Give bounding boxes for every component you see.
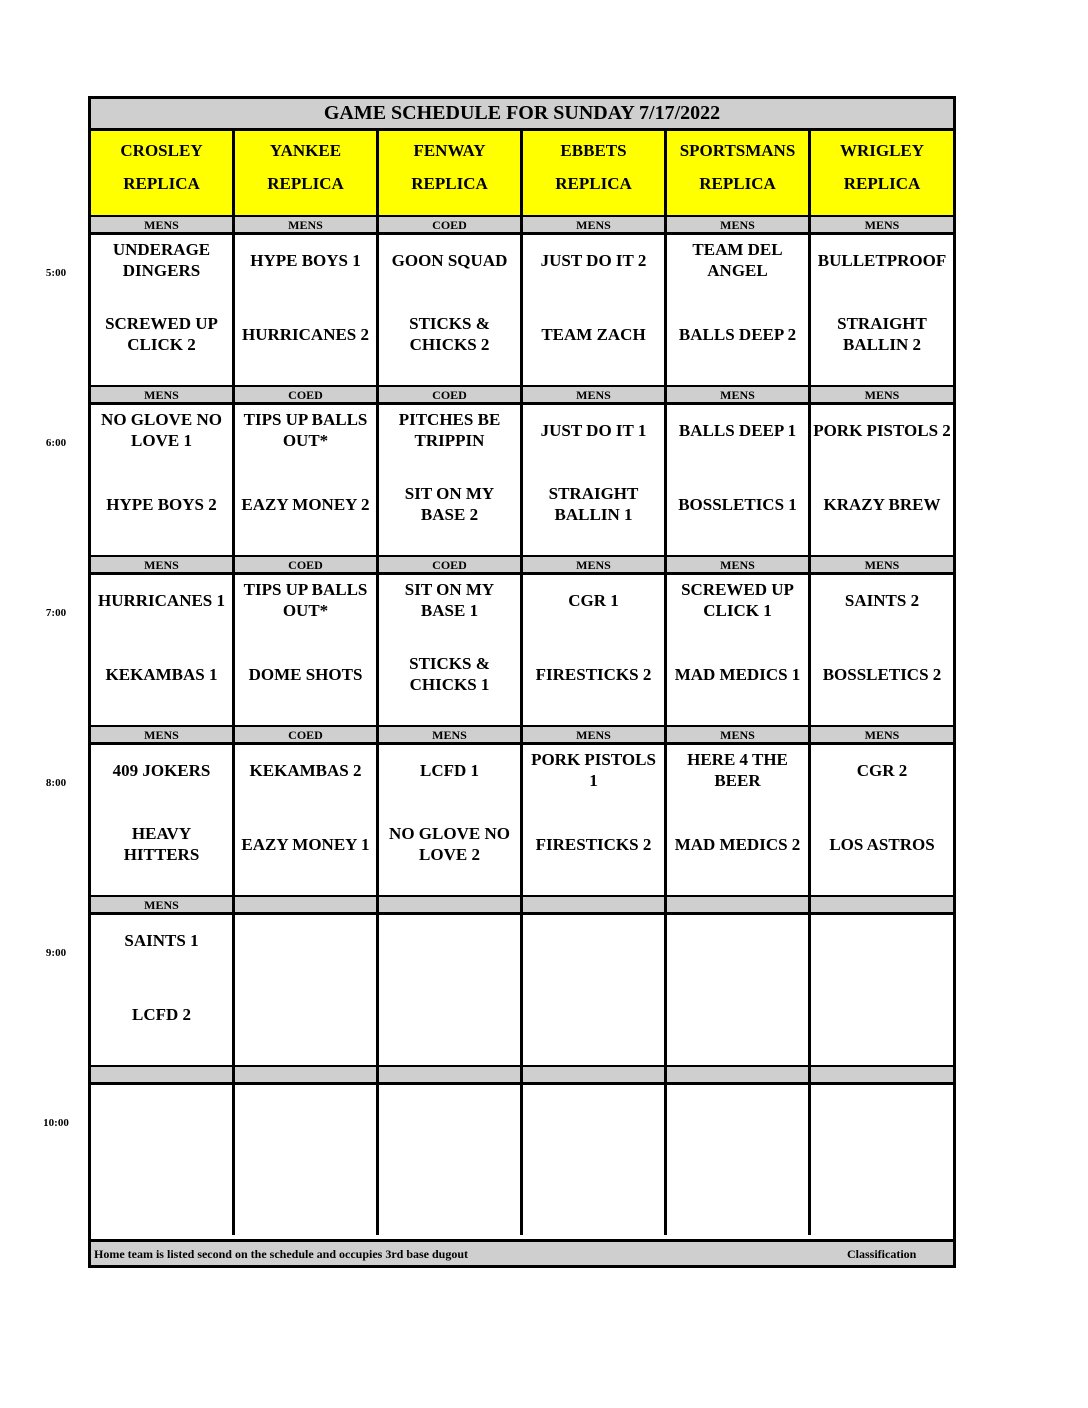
home-team (235, 989, 376, 1039)
away-team (523, 915, 664, 965)
game-cell (667, 405, 811, 555)
home-team: DOME SHOTS (248, 664, 363, 684)
game-cell (91, 575, 235, 725)
classification-cell (379, 895, 523, 915)
classification-cell: MENS (667, 385, 811, 405)
home-team: EAZY MONEY 2 (241, 494, 370, 514)
away-team: 409 JOKERS (112, 760, 211, 780)
game-cell (91, 1085, 235, 1235)
classification-cell: MENS (667, 215, 811, 235)
home-team (91, 1159, 232, 1209)
classification-cell: MENS (667, 555, 811, 575)
classification-cell (91, 1065, 235, 1085)
classification-cell: MENS (91, 555, 235, 575)
home-team: STICKS & CHICKS 1 (409, 654, 490, 694)
game-cell (235, 745, 379, 895)
classification-cell: MENS (91, 385, 235, 405)
field-header-crosley (91, 131, 235, 215)
away-team: PORK PISTOLS 1 (531, 750, 656, 790)
game-cell (235, 1085, 379, 1235)
classification-cell: MENS (811, 725, 953, 745)
away-team: BALLS DEEP 1 (678, 420, 797, 440)
home-team: BOSSLETICS 2 (822, 664, 942, 684)
time-slot-label: 8:00 (45, 777, 67, 789)
home-team (523, 1159, 664, 1209)
away-team: SAINTS 1 (124, 930, 199, 950)
home-team (811, 989, 953, 1039)
home-team: LOS ASTROS (829, 834, 935, 854)
game-cell (811, 1085, 953, 1235)
field-header-yankee (235, 131, 379, 215)
classification-cell: COED (379, 215, 523, 235)
field-name: YANKEE (269, 141, 342, 160)
home-team (523, 989, 664, 1039)
away-team: GOON SQUAD (391, 250, 508, 270)
classification-cell: COED (379, 385, 523, 405)
game-cell (235, 575, 379, 725)
classification-cell: MENS (523, 215, 667, 235)
classification-cell: MENS (523, 725, 667, 745)
classification-cell: MENS (811, 385, 953, 405)
field-name: CROSLEY (120, 141, 203, 160)
game-cell (235, 405, 379, 555)
away-team: LCFD 1 (419, 760, 480, 780)
game-cell (379, 405, 523, 555)
away-team (667, 915, 808, 965)
game-cell (523, 405, 667, 555)
classification-cell (235, 1065, 379, 1085)
away-team: BULLETPROOF (817, 250, 947, 270)
away-team (811, 915, 953, 965)
away-team: TIPS UP BALLS OUT* (243, 580, 368, 620)
game-cell (235, 915, 379, 1065)
field-name: FENWAY (413, 141, 486, 160)
classification-cell (523, 895, 667, 915)
away-team: HURRICANES 1 (97, 590, 226, 610)
game-cell (379, 235, 523, 385)
game-cell (91, 745, 235, 895)
home-team: EAZY MONEY 1 (241, 834, 370, 854)
schedule-sheet (88, 96, 956, 1268)
home-team: SCREWED UP CLICK 2 (105, 314, 218, 354)
game-cell (811, 575, 953, 725)
time-slot-label: 9:00 (45, 947, 67, 959)
field-header-fenway (379, 131, 523, 215)
game-cell (667, 235, 811, 385)
time-slot-label: 10:00 (43, 1117, 69, 1129)
field-subtitle: REPLICA (411, 174, 488, 193)
away-team: CGR 2 (856, 760, 908, 780)
game-cell (379, 1085, 523, 1235)
classification-cell: MENS (91, 215, 235, 235)
away-team: JUST DO IT 1 (540, 420, 647, 440)
home-team: KEKAMBAS 1 (105, 664, 218, 684)
home-team: LCFD 2 (131, 1004, 192, 1024)
classification-cell (667, 895, 811, 915)
field-header-wrigley (811, 131, 953, 215)
classification-cell: MENS (667, 725, 811, 745)
home-team (811, 1159, 953, 1209)
field-subtitle: REPLICA (555, 174, 632, 193)
game-cell (811, 915, 953, 1065)
away-team: CGR 1 (568, 590, 619, 610)
away-team: NO GLOVE NO LOVE 1 (101, 410, 222, 450)
classification-cell (523, 1065, 667, 1085)
home-team: FIRESTICKS 2 (535, 834, 652, 854)
away-team: SCREWED UP CLICK 1 (681, 580, 794, 620)
game-cell (667, 1085, 811, 1235)
home-team: HEAVY HITTERS (123, 824, 200, 864)
away-team (379, 915, 520, 965)
footer-note: Home team is listed second on the schedule and occupies 3rd base dugout (94, 1247, 469, 1261)
home-team: TEAM ZACH (541, 324, 646, 344)
game-cell (379, 575, 523, 725)
classification-cell (667, 1065, 811, 1085)
field-name: EBBETS (560, 141, 627, 160)
game-cell (91, 405, 235, 555)
classification-cell (235, 895, 379, 915)
away-team: TEAM DEL ANGEL (692, 240, 783, 280)
away-team (667, 1085, 808, 1135)
home-team (667, 989, 808, 1039)
classification-cell: COED (235, 555, 379, 575)
home-team: STRAIGHT BALLIN 1 (548, 484, 639, 524)
away-team: KEKAMBAS 2 (249, 760, 362, 780)
field-subtitle: REPLICA (123, 174, 200, 193)
home-team (235, 1159, 376, 1209)
field-subtitle: REPLICA (267, 174, 344, 193)
game-cell (811, 745, 953, 895)
away-team: TIPS UP BALLS OUT* (243, 410, 368, 450)
game-cell (523, 915, 667, 1065)
game-cell (235, 235, 379, 385)
classification-cell: MENS (523, 555, 667, 575)
classification-cell: MENS (523, 385, 667, 405)
game-cell (379, 745, 523, 895)
game-cell (667, 575, 811, 725)
away-team: HYPE BOYS 1 (250, 250, 361, 270)
schedule-title: GAME SCHEDULE FOR SUNDAY 7/17/2022 (91, 99, 953, 131)
game-cell (91, 235, 235, 385)
time-slot-label: 6:00 (45, 437, 67, 449)
away-team: JUST DO IT 2 (540, 250, 647, 270)
home-team: SIT ON MY BASE 2 (404, 484, 495, 524)
home-team (667, 1159, 808, 1209)
game-cell (91, 915, 235, 1065)
home-team: BOSSLETICS 1 (678, 494, 797, 514)
home-team: KRAZY BREW (823, 494, 941, 514)
game-cell (811, 235, 953, 385)
game-cell (667, 745, 811, 895)
away-team: UNDERAGE DINGERS (112, 240, 211, 280)
classification-cell (811, 1065, 953, 1085)
game-cell (523, 1085, 667, 1235)
time-slot-label: 7:00 (45, 607, 67, 619)
away-team (91, 1085, 232, 1135)
field-header-sportsmans (667, 131, 811, 215)
home-team: HYPE BOYS 2 (106, 494, 217, 514)
home-team: STRAIGHT BALLIN 2 (837, 314, 927, 354)
away-team: PITCHES BE TRIPPIN (398, 410, 501, 450)
classification-legend: Classification (847, 1247, 917, 1261)
game-cell (523, 575, 667, 725)
away-team: SAINTS 2 (844, 590, 920, 610)
game-cell (379, 915, 523, 1065)
field-header-ebbets (523, 131, 667, 215)
classification-cell: MENS (91, 895, 235, 915)
home-team: FIRESTICKS 2 (535, 664, 652, 684)
home-team: HURRICANES 2 (241, 324, 370, 344)
home-team (379, 1159, 520, 1209)
away-team (235, 1085, 376, 1135)
home-team: BALLS DEEP 2 (678, 324, 797, 344)
classification-cell: MENS (811, 555, 953, 575)
classification-cell (811, 895, 953, 915)
home-team: NO GLOVE NO LOVE 2 (389, 824, 510, 864)
classification-cell: COED (235, 725, 379, 745)
field-name: WRIGLEY (839, 141, 925, 160)
classification-cell (379, 1065, 523, 1085)
classification-cell: COED (235, 385, 379, 405)
home-team: MAD MEDICS 1 (674, 664, 801, 684)
field-subtitle: REPLICA (843, 174, 921, 193)
field-subtitle: REPLICA (699, 174, 776, 193)
away-team (235, 915, 376, 965)
classification-cell: MENS (91, 725, 235, 745)
away-team: PORK PISTOLS 2 (813, 420, 951, 440)
home-team (379, 989, 520, 1039)
game-cell (523, 235, 667, 385)
home-team: MAD MEDICS 2 (674, 834, 801, 854)
away-team: HERE 4 THE BEER (687, 750, 788, 790)
game-cell (523, 745, 667, 895)
classification-cell: COED (379, 555, 523, 575)
home-team: STICKS & CHICKS 2 (409, 314, 490, 354)
footer-bar (91, 1239, 953, 1265)
game-cell (811, 405, 953, 555)
classification-cell: MENS (379, 725, 523, 745)
classification-cell: MENS (811, 215, 953, 235)
classification-cell: MENS (235, 215, 379, 235)
away-team (523, 1085, 664, 1135)
away-team (811, 1085, 953, 1135)
field-name: SPORTSMANS (679, 141, 796, 160)
away-team: SIT ON MY BASE 1 (404, 580, 495, 620)
away-team (379, 1085, 520, 1135)
time-slot-label: 5:00 (45, 267, 67, 279)
game-cell (667, 915, 811, 1065)
